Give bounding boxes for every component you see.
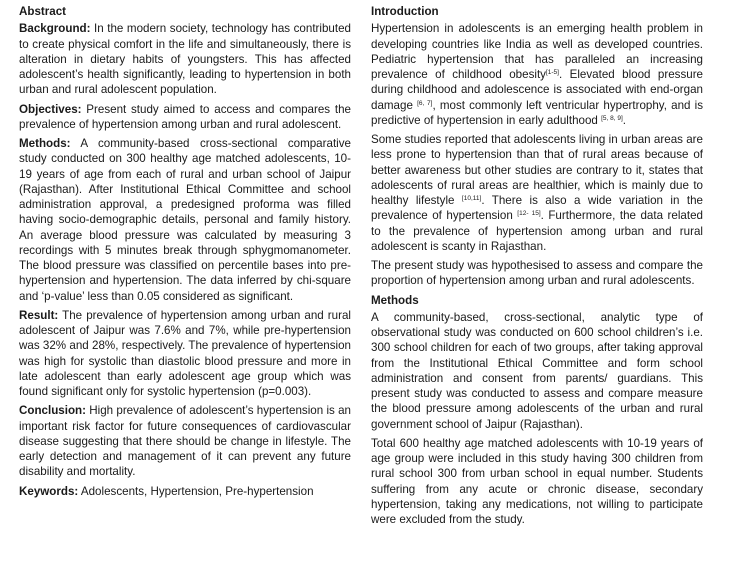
citation-6-7: [6, 7] <box>417 99 433 107</box>
result-label: Result: <box>19 308 59 322</box>
keywords-label: Keywords: <box>19 484 79 498</box>
citation-1-5: [1-5] <box>545 69 559 76</box>
objectives-label: Objectives: <box>19 102 82 116</box>
body-column <box>371 4 703 531</box>
abstract-heading: Abstract <box>19 5 67 18</box>
intro-p1-text-b: . Elevated blood pressure during childhood and adolescence is associated with end-organ damage <box>371 68 704 112</box>
abstract-result <box>19 308 351 400</box>
methods-paragraph-2: Total 600 healthy age matched adolescents with 10-19 years of age group were included in this study having 300 children from rural school 300 from urban school in equal number. Students suffering from any acute or chronic disease, secondary hypertension, taking any medications, not willing to participate were excluded from the study. <box>371 436 703 526</box>
keywords-text: Adolescents, Hypertension, Pre-hypertension <box>80 484 314 498</box>
conclusion-text: High prevalence of adolescent’s hypertension is an important risk factor for future consequences of cardiovascular disease suggesting that there should be change in lifestyle. The early detection and management of it can prevent any future disability and mortality. <box>19 404 351 479</box>
intro-p1-text-c: , most commonly left ventricular hypertrophy, and is predictive of hypertension in early adulthood <box>371 98 703 127</box>
introduction-paragraph-2 <box>371 132 703 254</box>
abstract-methods <box>19 136 351 304</box>
intro-p1-text-a: Hypertension in adolescents is an emerging health problem in developing countries like India as well as developed countries. Pediatric hypertension that has paralleled an increasing prevalence of childhood obesity <box>371 22 703 81</box>
result-text: The prevalence of hypertension among urban and rural adolescent of Jaipur was 7.6% and 7%, while pre-hypertension was 32% and 28%, respectively. The prevalence of hypertension was high for systolic than diastolic blood pressure and more in late adolescent than early adolescent age group which was found significant only for systolic hypertension (p=0.003). <box>19 308 351 398</box>
conclusion-label: Conclusion: <box>19 404 86 418</box>
abstract-objectives <box>19 102 351 133</box>
abstract-column <box>19 4 351 503</box>
objectives-text: Present study aimed to access and compares the prevalence of hypertension among urban and rural adolescent. <box>19 102 351 131</box>
methods-heading: Methods <box>371 293 419 307</box>
abstract-background <box>19 21 351 97</box>
introduction-paragraph-1 <box>371 21 703 128</box>
intro-p2-text-a: Some studies reported that adolescents living in urban areas are less prone to hypertension than that of rural areas because of better awareness but other studies are contrary to it, states that adolescents of rural areas are healthier, which is mainly due to healthy lifestyle <box>371 133 703 207</box>
introduction-paragraph-3: The present study was hypothesised to assess and compare the proportion of hypertension among urban and rural adolescents. <box>371 259 703 288</box>
methods-text: A community-based cross-sectional comparative study conducted on 300 healthy age matched adolescents, 10-19 years of age from each of rural and urban school of Jaipur (Rajasthan). After Institutional Ethical Committee and school administration approval, a predesigned proforma was filled having socio-demographic details, personal and family history. An average blood pressure was calculated by measuring 3 recordings with 5 minutes break through sphygmomanometer. The blood pressure was classified on percentile bases into pre-hypertension and hypertension. The data inferred by chi-square and ‘p-value’ less than 0.05 considered as significant. <box>19 137 351 303</box>
background-text: In the modern society, technology has contributed to create physical comfort in the life and simultaneously, there is alteration in dietary habits of youngsters. This has affected adolescent’s health significantly, leading to hypertension in both urban and rural adolescent population. <box>19 22 351 97</box>
citation-12-15: [12- 15] <box>517 210 541 218</box>
intro-p1-text-d: . <box>622 113 627 127</box>
intro-p2-text-b: . There is also a wide variation in the prevalence of hypertension <box>371 194 703 223</box>
methods-paragraph-1: A community-based, cross-sectional, analytic type of observational study was conducted on 600 school children’s i.e. 300 school children for each of two groups, after taking approval from the Institutional Ethical Committee and form school administration and consent from parents/ guardians. This present study was conducted to assess and compare measure the blood pressure among adolescents of the urban and rural government school of Jaipur (Rajasthan). <box>371 310 703 431</box>
intro-p2-text-c: . Furthermore, the data related to the prevalence of hypertension among urban and rural adolescent is scanty in Rajasthan. <box>371 209 703 253</box>
background-label: Background: <box>19 22 91 36</box>
abstract-keywords <box>19 484 351 499</box>
citation-10-11: [10,11] <box>461 195 482 202</box>
methods-label: Methods: <box>19 137 71 150</box>
citation-5-8-9: [5, 8, 9] <box>601 114 623 122</box>
introduction-heading: Introduction <box>371 5 439 18</box>
abstract-conclusion <box>19 403 351 479</box>
